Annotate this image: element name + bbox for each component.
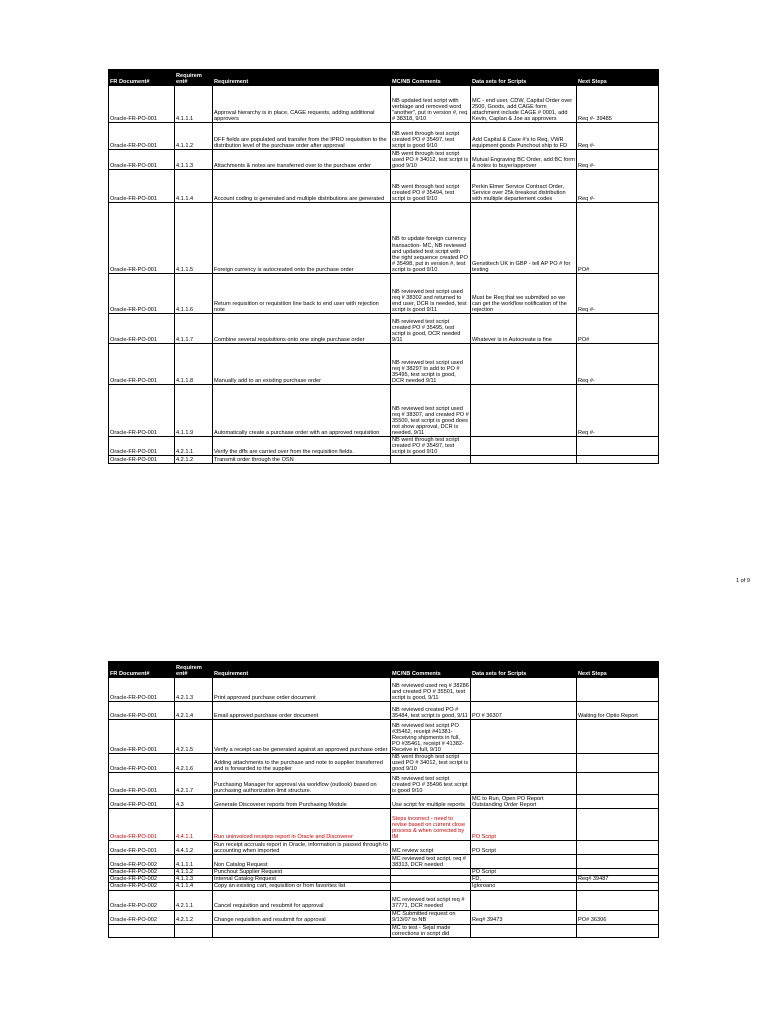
requirement-cell: Non Catalog Request [213, 855, 391, 869]
data-sets-cell: MC to Run, Open PO Report Outstanding Order Report [471, 795, 577, 809]
next-steps-cell: Req# 39487 [577, 876, 659, 883]
comments-cell: NB reviewed test script used req # 38297 to add to PO # 35495, test script is good, DCR needed 9/11 [391, 344, 471, 385]
fr-document-cell: Oracle-FR-PO-001 [109, 86, 175, 123]
table-row [109, 203, 659, 274]
requirements-table-page-2 [108, 661, 659, 938]
requirement-cell: Approval hierarchy is in place, CAGE requests, adding additional approvers [213, 86, 391, 123]
col-header-fr-document: FR Document# [109, 662, 175, 678]
comments-cell [391, 876, 471, 883]
requirement-cell: Generate Discoverer reports from Purchasing Module [213, 795, 391, 809]
next-steps-cell: Waiting for Optio Report [577, 702, 659, 720]
fr-document-cell: Oracle-FR-PO-001 [109, 274, 175, 314]
comments-cell: NB reviewed test script used req # 38302 and returned to end user, DCR is needed, test script is good 9/11 [391, 274, 471, 314]
data-sets-cell: Igloroano [471, 883, 577, 890]
requirement-cell: Run receipt accruals report in Oracle, information is passed through to accounting when imported [213, 841, 391, 855]
requirement-number-cell: 4.2.1.1 [175, 890, 213, 910]
fr-document-cell: Oracle-FR-PO-001 [109, 150, 175, 170]
col-header-requirement-number: Requirem ent# [175, 70, 213, 86]
requirement-number-cell: 4.1.1.8 [175, 344, 213, 385]
col-header-data-sets: Data sets for Scripts [471, 662, 577, 678]
requirement-cell: Change requisition and resubmit for approval [213, 910, 391, 924]
requirement-number-cell: 4.4.1.2 [175, 841, 213, 855]
table-body-page-2 [109, 678, 659, 938]
next-steps-cell [577, 869, 659, 876]
comments-cell: NB reviewed test script created PO # 35496 test script is good 9/10 [391, 773, 471, 795]
requirements-table-page-1 [108, 69, 659, 464]
table-row [109, 773, 659, 795]
requirement-cell: Verify a receipt can be generated against an approved purchase order [213, 720, 391, 754]
requirement-number-cell: 4.1.1.3 [175, 876, 213, 883]
table-row [109, 678, 659, 702]
data-sets-cell: Whatever is in Autocreate is fine [471, 314, 577, 344]
col-header-next-steps: Next Steps [577, 662, 659, 678]
comments-cell: MC to test - Sejal made corrections in script did [391, 924, 471, 937]
fr-document-cell: Oracle-FR-PO-001 [109, 773, 175, 795]
requirement-number-cell: 4.4.1.1 [175, 809, 213, 841]
requirement-cell: Purchasing Manager for approval via workflow (outlook) based on purchasing authorization limit structure. [213, 773, 391, 795]
requirement-cell: Automatically create a purchase order with an approved requisition [213, 385, 391, 437]
fr-document-cell: Oracle-FR-PO-001 [109, 702, 175, 720]
requirement-number-cell: 4.2.1.2 [175, 910, 213, 924]
fr-document-cell: Oracle-FR-PO-001 [109, 754, 175, 773]
data-sets-cell: Must be Req that we submitted so we can get the workflow notification of the rejection [471, 274, 577, 314]
requirement-cell: Foreign currency is autocreated onto the purchase order [213, 203, 391, 274]
table-row [109, 883, 659, 890]
table-row [109, 720, 659, 754]
requirement-number-cell: 4.1.1.3 [175, 150, 213, 170]
table-header-row [109, 662, 659, 678]
requirement-cell: Transmit order through the OSN [213, 456, 391, 464]
next-steps-cell: Req #- [577, 123, 659, 150]
table-row [109, 702, 659, 720]
requirement-number-cell: 4.2.1.5 [175, 720, 213, 754]
requirement-number-cell: 4.1.1.6 [175, 274, 213, 314]
requirement-number-cell: 4.2.1.7 [175, 773, 213, 795]
data-sets-cell [471, 437, 577, 456]
fr-document-cell: Oracle-FR-PO-002 [109, 883, 175, 890]
next-steps-cell: PO# [577, 203, 659, 274]
fr-document-cell: Oracle-FR-PO-001 [109, 809, 175, 841]
comments-cell: Steps incorrect - need to revise based on current close process & when corrected by IM [391, 809, 471, 841]
requirement-cell: Manually add to an existing purchase order [213, 344, 391, 385]
fr-document-cell: Oracle-FR-PO-001 [109, 314, 175, 344]
data-sets-cell: PO Script [471, 869, 577, 876]
comments-cell [391, 456, 471, 464]
next-steps-cell: PO# 36306 [577, 910, 659, 924]
table-row [109, 437, 659, 456]
comments-cell [391, 883, 471, 890]
requirement-cell: Punchout Supplier Request [213, 869, 391, 876]
data-sets-cell [471, 344, 577, 385]
fr-document-cell: Oracle-FR-PO-001 [109, 170, 175, 203]
table-row [109, 385, 659, 437]
comments-cell: NB went through test script created PO # 35497, test script is good 9/10 [391, 123, 471, 150]
next-steps-cell [577, 795, 659, 809]
data-sets-cell: Genstitech UK in GBP - tell AP PO # for testing [471, 203, 577, 274]
table-row [109, 910, 659, 924]
table-row [109, 754, 659, 773]
data-sets-cell: Add Capital & Case #'s to Req, VWR equipment goods Punchout ship to FD [471, 123, 577, 150]
requirement-cell: Return requisition or requisition line back to end user with rejection note [213, 274, 391, 314]
next-steps-cell: Req #- [577, 344, 659, 385]
next-steps-cell: PO# [577, 314, 659, 344]
fr-document-cell: Oracle-FR-PO-001 [109, 456, 175, 464]
requirement-cell: Verify the dffs are carried over from the requisition fields. [213, 437, 391, 456]
comments-cell: NB updated test script with verbiage and removed word "another", put in version #, req # 38318, 9/10 [391, 86, 471, 123]
data-sets-cell [471, 385, 577, 437]
requirement-number-cell: 4.2.1.6 [175, 754, 213, 773]
requirement-number-cell: 4.1.1.1 [175, 86, 213, 123]
comments-cell: Use script for multiple reports [391, 795, 471, 809]
table-row [109, 841, 659, 855]
data-sets-cell: PO Script [471, 809, 577, 841]
requirement-number-cell: 4.1.1.4 [175, 170, 213, 203]
data-sets-cell [471, 890, 577, 910]
comments-cell: NB reviewed used req # 38286 and created PO # 35501, test script is good, 9/11 [391, 678, 471, 702]
comments-cell: MC reviewed test script req # 37771, DCR needed [391, 890, 471, 910]
fr-document-cell: Oracle-FR-PO-001 [109, 437, 175, 456]
comments-cell: MC Submitted request on 9/13/07 to NB [391, 910, 471, 924]
next-steps-cell: Req #- [577, 170, 659, 203]
col-header-requirement-number: Requirem ent# [175, 662, 213, 678]
table-row [109, 150, 659, 170]
table-row [109, 170, 659, 203]
requirement-cell: Run uninvoiced receipts report in Oracle and Discoverer [213, 809, 391, 841]
data-sets-cell [471, 855, 577, 869]
data-sets-cell [471, 773, 577, 795]
next-steps-cell [577, 890, 659, 910]
comments-cell: MC review script [391, 841, 471, 855]
requirement-number-cell: 4.3 [175, 795, 213, 809]
comments-cell: NB went through test script used PO # 34012, test script is good 9/10 [391, 754, 471, 773]
table-row [109, 869, 659, 876]
requirement-cell: Print approved purchase order document [213, 678, 391, 702]
fr-document-cell [109, 924, 175, 937]
data-sets-cell: MC - end user, CDW, Capital Order over 2500, Goods, add CAGE form attachment include CAGE # 0001, add Kevin, Caplan & Joe as approvers [471, 86, 577, 123]
col-header-requirement: Requirement [213, 662, 391, 678]
table-row [109, 809, 659, 841]
next-steps-cell: Req #- [577, 385, 659, 437]
requirement-number-cell: 4.2.1.3 [175, 678, 213, 702]
fr-document-cell: Oracle-FR-PO-001 [109, 123, 175, 150]
data-sets-cell: PO Script [471, 841, 577, 855]
comments-cell: NB to update foreign currency transaction- MC, NB reviewed and updated test script with the right sequence created PO # 35498, put in version #, test script is good 9/10 [391, 203, 471, 274]
comments-cell: NB reviewed test script created PO # 35495, test script is good, DCR needed 9/11 [391, 314, 471, 344]
comments-cell: NB went through test script created PO # 35494, test script is good 9/10 [391, 170, 471, 203]
table-row [109, 876, 659, 883]
next-steps-cell [577, 924, 659, 937]
comments-cell: NB went through test script used PO # 34012, test script is good 9/10 [391, 150, 471, 170]
table-row [109, 855, 659, 869]
requirement-cell [213, 924, 391, 937]
next-steps-cell [577, 841, 659, 855]
requirement-number-cell: 4.1.1.2 [175, 869, 213, 876]
comments-cell: NB went through test script created PO # 35497, test script is good 9/10 [391, 437, 471, 456]
requirement-number-cell: 4.1.1.9 [175, 385, 213, 437]
next-steps-cell [577, 437, 659, 456]
table-body-page-1 [109, 86, 659, 464]
next-steps-cell [577, 678, 659, 702]
requirement-cell: Copy an existing cart, requisition or from favorites list [213, 883, 391, 890]
fr-document-cell: Oracle-FR-PO-002 [109, 876, 175, 883]
table-row [109, 890, 659, 910]
col-header-comments: MC/NB Comments [391, 70, 471, 86]
fr-document-cell: Oracle-FR-PO-001 [109, 385, 175, 437]
table-row [109, 314, 659, 344]
requirement-number-cell: 4.1.1.5 [175, 203, 213, 274]
col-header-fr-document: FR Document# [109, 70, 175, 86]
fr-document-cell: Oracle-FR-PO-001 [109, 203, 175, 274]
table-row [109, 274, 659, 314]
requirement-cell: Email approved purchase order document [213, 702, 391, 720]
table-row [109, 86, 659, 123]
data-sets-cell [471, 924, 577, 937]
comments-cell [391, 869, 471, 876]
table-row [109, 795, 659, 809]
next-steps-cell [577, 754, 659, 773]
comments-cell: MC reviewed test script, req # 38313, DCR needed [391, 855, 471, 869]
col-header-data-sets: Data sets for Scripts [471, 70, 577, 86]
data-sets-cell [471, 678, 577, 702]
requirement-number-cell: 4.2.1.1 [175, 437, 213, 456]
requirement-number-cell: 4.2.1.2 [175, 456, 213, 464]
data-sets-cell: Mutual Engraving BC Order, add BC form & notes to buyer/approver [471, 150, 577, 170]
data-sets-cell: PO # 36307 [471, 702, 577, 720]
comments-cell: NB reviewed created PO # 35484, test script is good, 9/11 [391, 702, 471, 720]
data-sets-cell [471, 754, 577, 773]
fr-document-cell: Oracle-FR-PO-001 [109, 841, 175, 855]
requirement-number-cell: 4.1.1.7 [175, 314, 213, 344]
fr-document-cell: Oracle-FR-PO-001 [109, 795, 175, 809]
fr-document-cell: Oracle-FR-PO-001 [109, 344, 175, 385]
next-steps-cell: Req #- [577, 274, 659, 314]
col-header-requirement: Requirement [213, 70, 391, 86]
requirement-number-cell: 4.1.1.4 [175, 883, 213, 890]
requirement-cell: DFF fields are populated and transfer from the IPRO requisition to the distribution level of the purchase order after approval [213, 123, 391, 150]
data-sets-cell: Req# 39473 [471, 910, 577, 924]
fr-document-cell: Oracle-FR-PO-002 [109, 890, 175, 910]
requirement-cell: Internal Catalog Request [213, 876, 391, 883]
requirement-cell: Combine several requisitions onto one single purchase order [213, 314, 391, 344]
table-row [109, 924, 659, 937]
fr-document-cell: Oracle-FR-PO-002 [109, 910, 175, 924]
page-number: 1 of 9 [736, 578, 750, 584]
table-row [109, 456, 659, 464]
fr-document-cell: Oracle-FR-PO-001 [109, 678, 175, 702]
next-steps-cell: Req #- [577, 150, 659, 170]
fr-document-cell: Oracle-FR-PO-001 [109, 720, 175, 754]
col-header-comments: MC/NB Comments [391, 662, 471, 678]
requirement-number-cell: 4.1.1.2 [175, 123, 213, 150]
table-header-row [109, 70, 659, 86]
col-header-next-steps: Next Steps [577, 70, 659, 86]
next-steps-cell [577, 883, 659, 890]
data-sets-cell: Perkin Elmer Service Contract Order, Service over 25k breakout distribution with multiple departement codes [471, 170, 577, 203]
data-sets-cell [471, 456, 577, 464]
next-steps-cell [577, 773, 659, 795]
table-row [109, 123, 659, 150]
next-steps-cell [577, 855, 659, 869]
requirement-cell: Adding attachments to the purchase and note to supplier transferred and is forwarded to the supplier [213, 754, 391, 773]
data-sets-cell [471, 720, 577, 754]
comments-cell: NB reviewed test script used req # 38307, and created PO # 35500, test script is good does not show approval, DCR is needed, 9/11 [391, 385, 471, 437]
requirement-cell: Account coding is generated and multiple distributions are generated [213, 170, 391, 203]
fr-document-cell: Oracle-FR-PO-002 [109, 855, 175, 869]
requirement-number-cell [175, 924, 213, 937]
requirement-cell: Cancel requisition and resubmit for approval [213, 890, 391, 910]
requirement-number-cell: 4.1.1.1 [175, 855, 213, 869]
next-steps-cell [577, 809, 659, 841]
requirement-number-cell: 4.2.1.4 [175, 702, 213, 720]
next-steps-cell: Req #- 39485 [577, 86, 659, 123]
fr-document-cell: Oracle-FR-PO-002 [109, 869, 175, 876]
table-row [109, 344, 659, 385]
requirement-cell: Attachments & notes are transferred over to the purchase order [213, 150, 391, 170]
comments-cell: NB reviewed test script PO #35462, receipt #41381-Receiving shipments in full, PO #35461, receipt # 41382-Receive in full, 9/10 [391, 720, 471, 754]
next-steps-cell [577, 720, 659, 754]
next-steps-cell [577, 456, 659, 464]
data-sets-cell: FD, [471, 876, 577, 883]
